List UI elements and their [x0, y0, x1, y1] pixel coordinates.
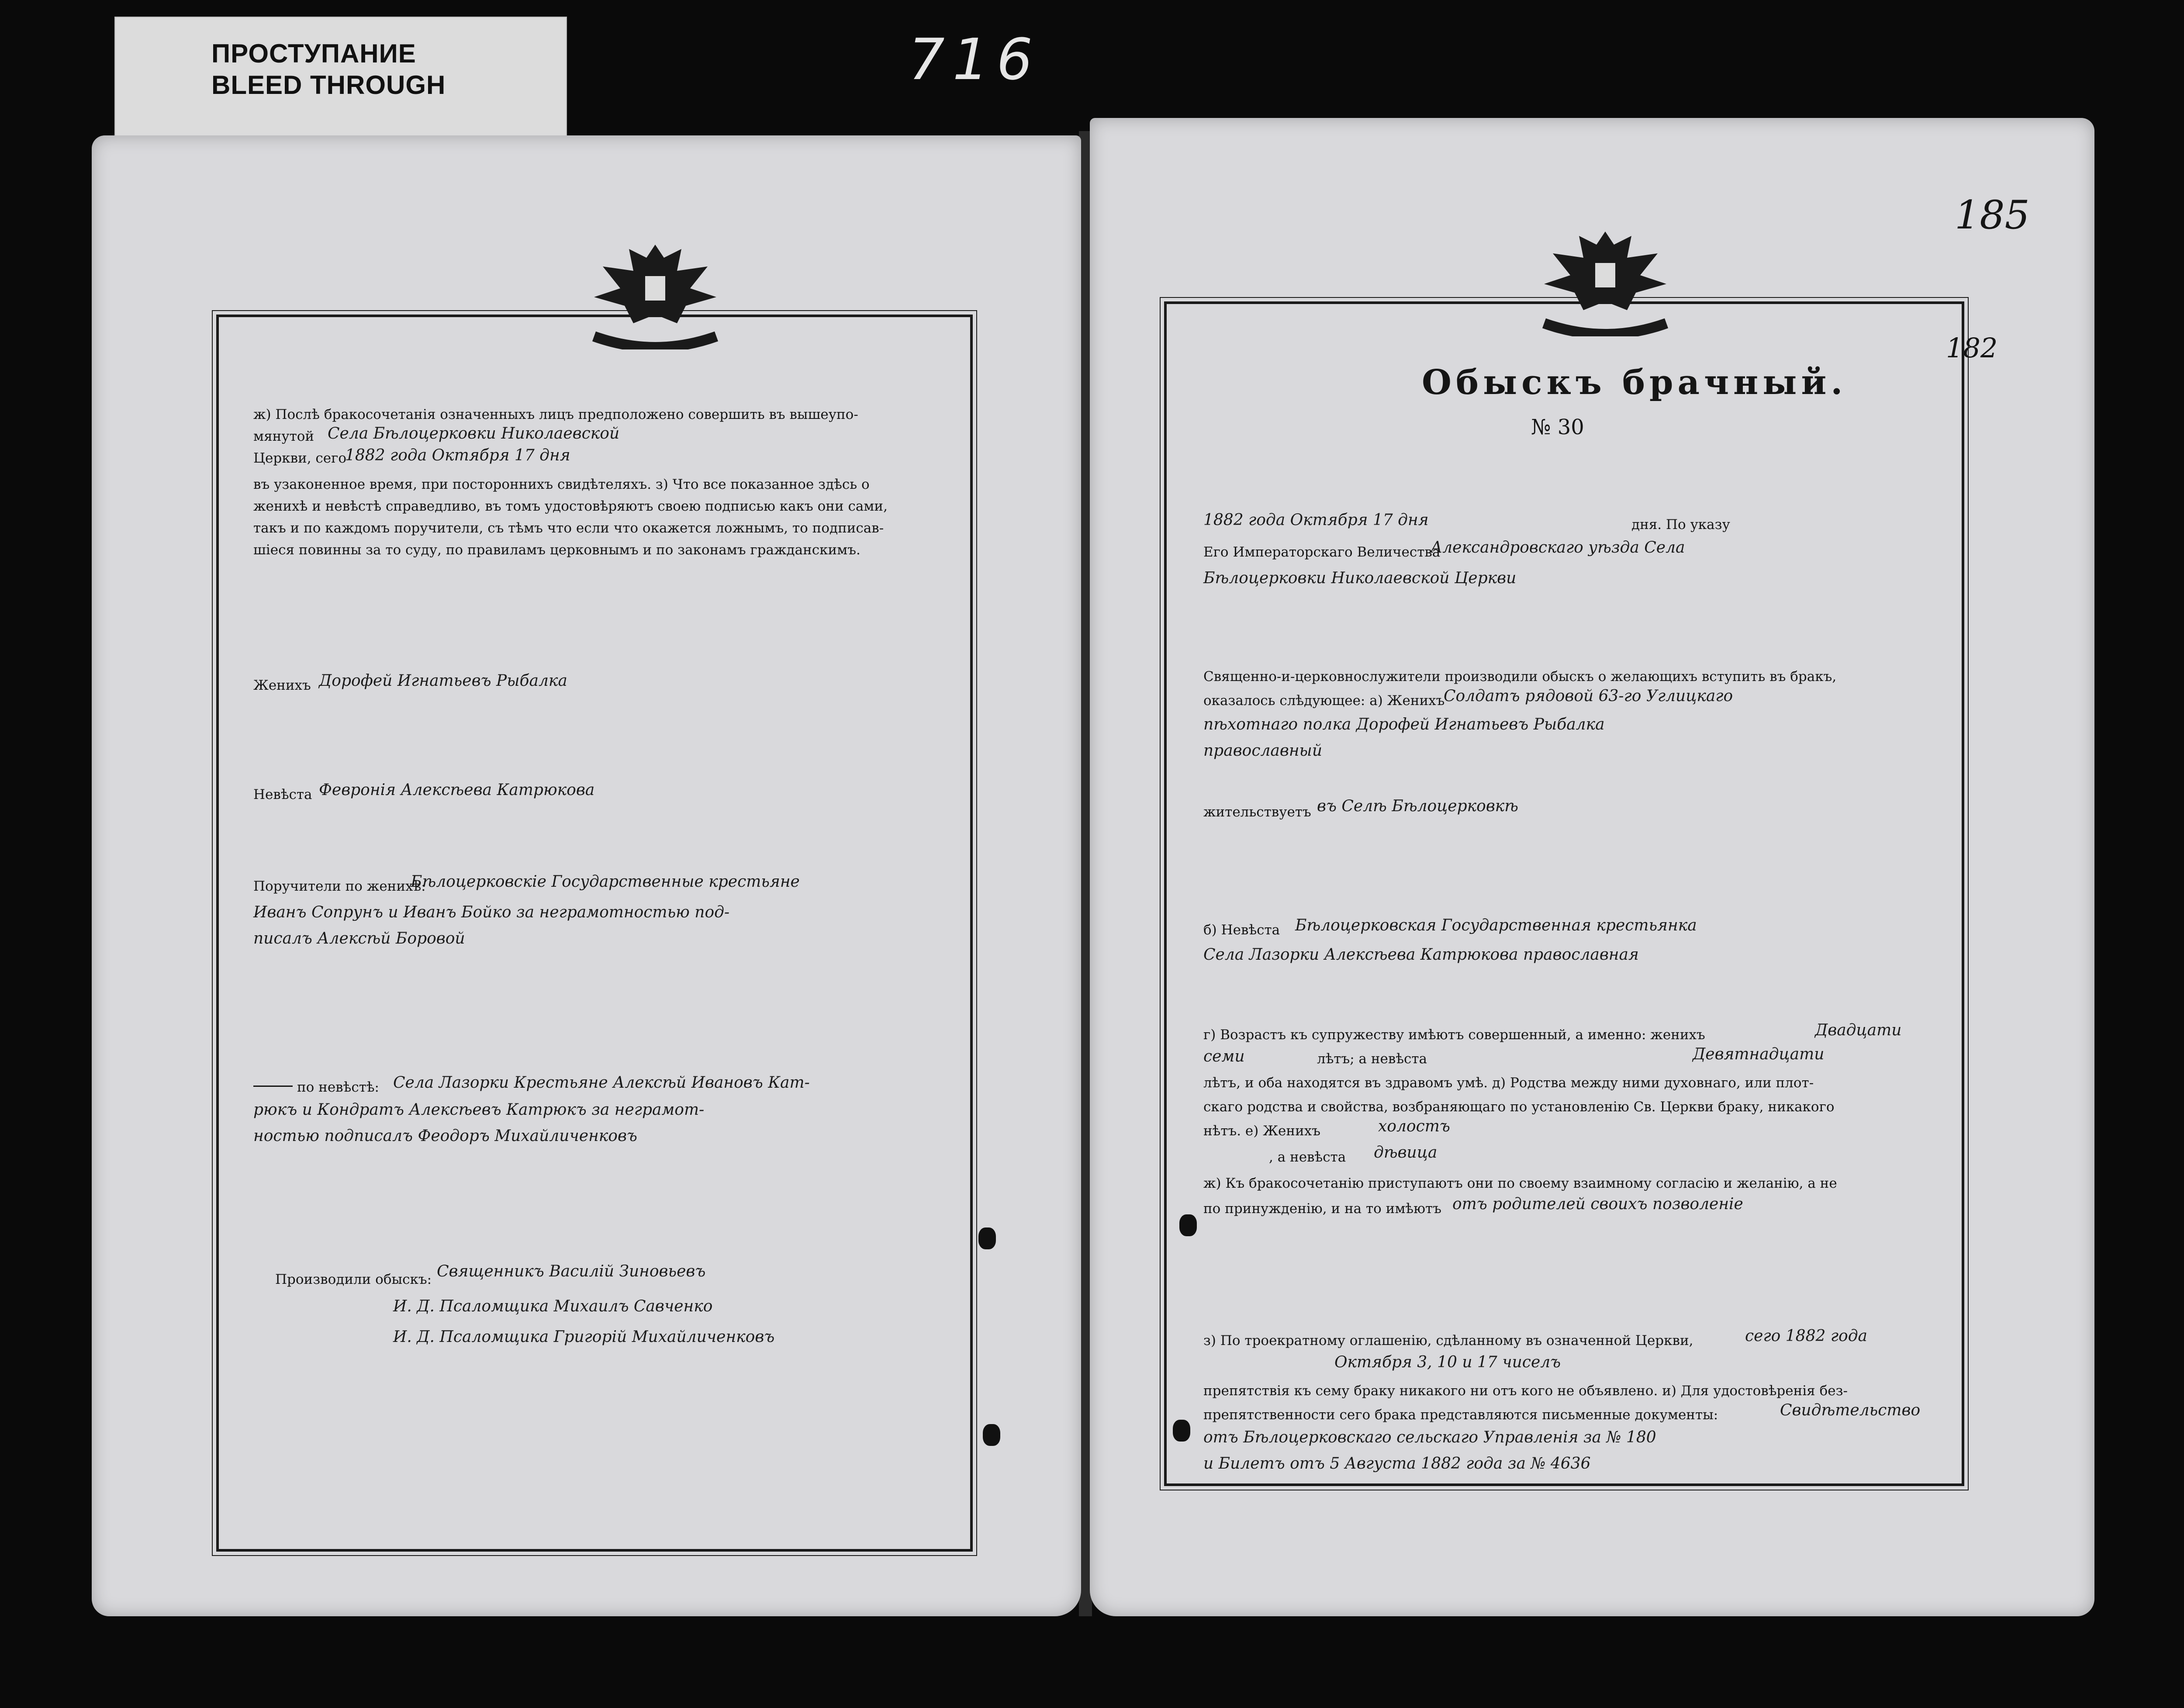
handwritten-decree: Бѣлоцерковки Николаевской Церкви: [1203, 569, 1517, 587]
handwritten-guarantors: писалъ Алексѣй Боровой: [253, 930, 465, 947]
label-line-english: BLEED THROUGH: [211, 70, 446, 100]
document-number: № 30: [1531, 415, 1584, 439]
handwritten-groom: Солдатъ рядовой 63-го Углицкаго: [1444, 687, 1733, 705]
handwritten-groom: Дорофей Игнатьевъ Рыбалка: [319, 672, 567, 690]
handwritten-guarantors: Села Лазорки Крестьяне Алексѣй Ивановъ Кат-: [393, 1074, 810, 1092]
ink-blot: [1173, 1420, 1190, 1442]
handwritten-guarantors: ностью подписалъ Феодоръ Михайличенковъ: [253, 1127, 637, 1145]
handwritten-residence: въ Селѣ Бѣлоцерковкѣ: [1317, 797, 1519, 815]
conducted-label: Производили обыскъ:: [275, 1272, 432, 1287]
handwritten-guarantors: рюкъ и Кондратъ Алексѣевъ Катрюкъ за неграмот-: [253, 1101, 705, 1119]
ink-blot: [978, 1227, 996, 1249]
handwritten-guarantors: Иванъ Сопрунъ и Иванъ Бойко за неграмотностью под-: [253, 903, 730, 921]
handwritten-groom-status: холостъ: [1378, 1117, 1450, 1135]
ink-blot: [1179, 1214, 1197, 1236]
printed-line: такъ и по каждомъ поручители, съ тѣмъ что если что окажется ложнымъ, то подписав-: [253, 520, 884, 536]
printed-line: лѣтъ, и оба находятся въ здравомъ умѣ. д) Родства между ними духовнаго, или плот-: [1203, 1075, 1814, 1091]
blank-rule: [253, 1086, 293, 1087]
printed-line: скаго родства и свойства, возбраняющаго по установленію Св. Церкви браку, никакого: [1203, 1099, 1835, 1115]
printed-line: въ узаконенное время, при постороннихъ свидѣтеляхъ. з) Что все показанное здѣсь о: [253, 477, 870, 492]
printed-line: г) Возрастъ къ супружеству имѣютъ совершенный, а именно: женихъ: [1203, 1027, 1705, 1043]
handwritten-date: 1882 года Октября 17 дня: [345, 446, 570, 464]
handwritten-church: Села Бѣлоцерковки Николаевской: [328, 425, 620, 443]
page-border: [1164, 301, 1964, 1486]
label-line-russian: ПРОСТУПАНИЕ: [211, 39, 416, 68]
printed-line: препятственности сего брака представляются письменные документы:: [1203, 1407, 1718, 1423]
printed-line: по принужденію, и на то имѣютъ: [1203, 1201, 1441, 1217]
folio-corner-number: 182: [1946, 332, 1998, 364]
handwritten-bride-age: Девятнадцати: [1693, 1045, 1825, 1063]
handwritten-groom: православный: [1203, 742, 1323, 760]
printed-line: женихѣ и невѣстѣ справедливо, въ томъ удостовѣряютъ своею подписью какъ они сами,: [253, 498, 888, 514]
signature-deacon: И. Д. Псаломщика Михаилъ Савченко: [393, 1297, 713, 1315]
signature-deacon: И. Д. Псаломщика Григорій Михайличенковъ: [393, 1328, 775, 1346]
handwritten-decree: Александровскаго уѣзда Села: [1431, 539, 1685, 557]
signature-priest: Священникъ Василій Зиновьевъ: [437, 1262, 706, 1280]
printed-line: мянутой: [253, 429, 314, 444]
document-title: Обыскъ брачный.: [1422, 363, 1847, 402]
handwritten-banns: Октября 3, 10 и 17 чиселъ: [1334, 1353, 1561, 1371]
handwritten-documents: Свидѣтельство: [1780, 1401, 1921, 1419]
handwritten-bride-status: дѣвица: [1374, 1144, 1438, 1162]
printed-line: ж) Къ бракосочетанію приступаютъ они по своему взаимному согласію и желанію, а не: [1203, 1176, 1837, 1191]
printed-line: Священно-и-церковнослужители производили обыскъ о желающихъ вступить въ бракъ,: [1203, 669, 1837, 685]
groom-label: Женихъ: [253, 678, 311, 693]
handwritten-guarantors: Бѣлоцерковскіе Государственные крестьяне: [411, 873, 800, 891]
printed-line: ж) Послѣ бракосочетанія означенныхъ лицъ предположено совершить въ вышеупо-: [253, 407, 858, 422]
printed-line: лѣтъ; а невѣста: [1317, 1051, 1427, 1067]
printed-line: препятствія къ сему браку никакого ни отъ кого не объявлено. и) Для удостовѣренія без-: [1203, 1383, 1848, 1399]
printed-line: з) По троекратному оглашенію, сдѣланному въ означенной Церкви,: [1203, 1333, 1693, 1348]
residence-label: жительствуетъ: [1203, 804, 1311, 820]
handwritten-documents: и Билетъ отъ 5 Августа 1882 года за № 4636: [1203, 1455, 1591, 1473]
bleed-through-label: [114, 17, 567, 154]
printed-line: оказалось слѣдующее: а) Женихъ: [1203, 693, 1445, 709]
right-page: [1090, 118, 2094, 1616]
handwritten-bride: Февронія Алексѣева Катрюкова: [319, 781, 595, 799]
groom-guarantors-label: Поручители по женихѣ:: [253, 878, 426, 894]
handwritten-documents: отъ Бѣлоцерковскаго сельскаго Управленія за № 180: [1203, 1428, 1656, 1446]
handwritten-groom-age: Двадцати: [1815, 1021, 1902, 1039]
left-page: [92, 135, 1081, 1616]
printed-line: нѣтъ. е) Женихъ: [1203, 1123, 1320, 1139]
handwritten-groom-age: семи: [1203, 1048, 1245, 1065]
bride-label: б) Невѣста: [1203, 922, 1280, 938]
printed-line: шіеся повинны за то суду, по правиламъ церковнымъ и по законамъ гражданскимъ.: [253, 542, 860, 558]
handwritten-date: 1882 года Октября 17 дня: [1203, 511, 1429, 529]
folio-number: 185: [1955, 192, 2030, 238]
handwritten-bride: Бѣлоцерковская Государственная крестьянка: [1295, 916, 1697, 934]
printed-line: Церкви, сего: [253, 450, 347, 466]
printed-line: Его Императорскаго Величества: [1203, 544, 1441, 560]
printed-line: , а невѣста: [1269, 1149, 1346, 1165]
handwritten-consent: отъ родителей своихъ позволеніе: [1452, 1195, 1743, 1213]
handwritten-groom: пѣхотнаго полка Дорофей Игнатьевъ Рыбалка: [1203, 716, 1605, 733]
handwritten-banns: сего 1882 года: [1745, 1327, 1867, 1345]
bride-guarantors-label: по невѣстѣ:: [297, 1079, 379, 1095]
printed-line: дня. По указу: [1631, 517, 1730, 532]
handwritten-bride: Села Лазорки Алексѣева Катрюкова православная: [1203, 946, 1639, 964]
frame-number: 716: [909, 26, 1041, 93]
ink-blot: [983, 1424, 1000, 1446]
bride-label: Невѣста: [253, 787, 312, 802]
